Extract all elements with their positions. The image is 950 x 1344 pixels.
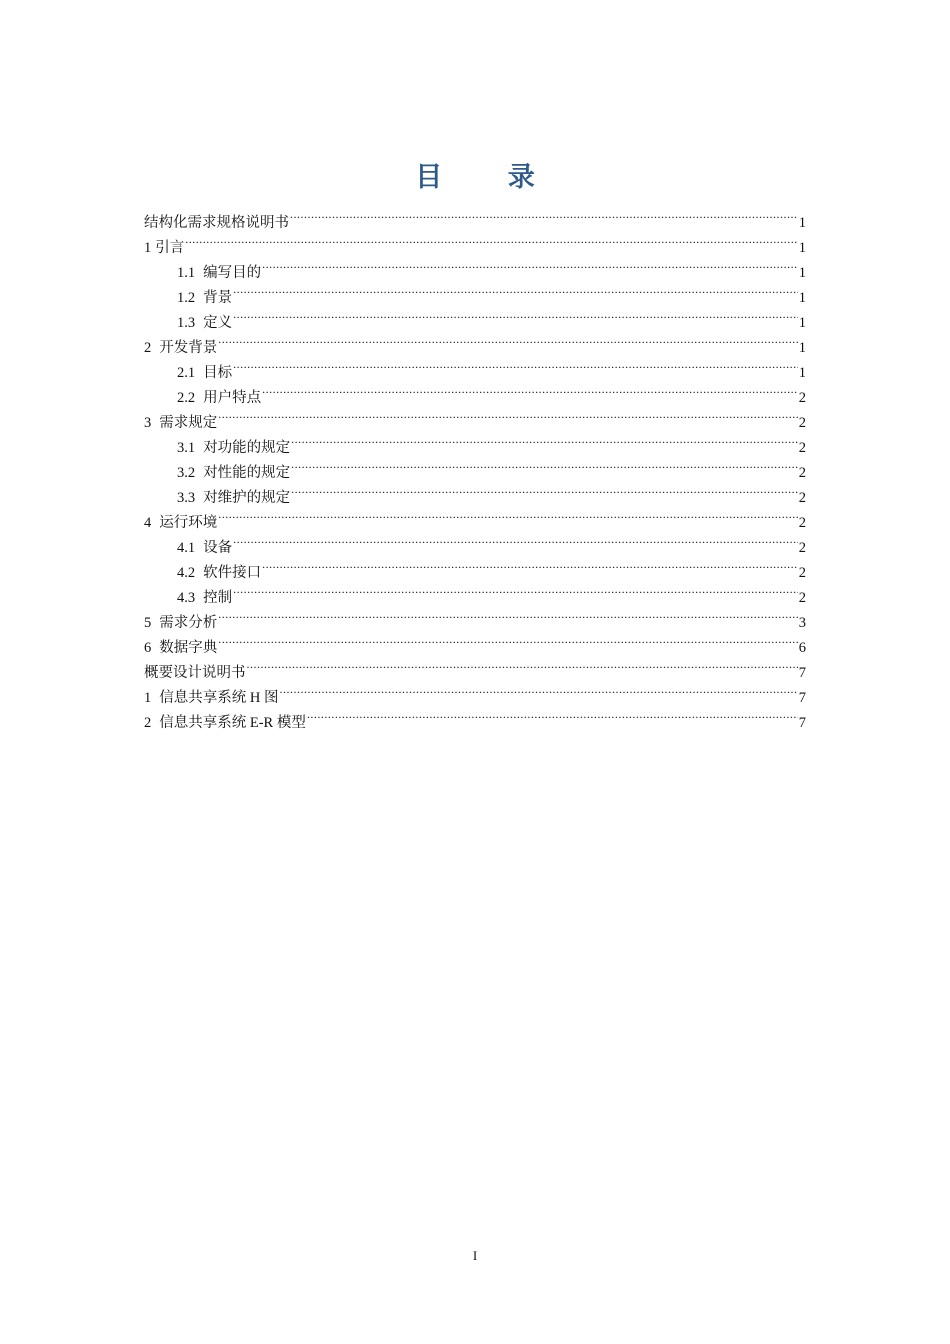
toc-title: 目 录 (415, 162, 563, 193)
dot-leader (291, 452, 798, 477)
toc-entry[interactable] (144, 652, 806, 681)
toc-entry-number: 4 (144, 515, 152, 531)
toc-entry[interactable] (144, 527, 806, 556)
toc-entry-page: 2 (798, 515, 806, 531)
toc-entry-page: 2 (798, 440, 806, 456)
toc-entry-page: 2 (798, 540, 806, 556)
toc-entry[interactable] (144, 327, 806, 356)
toc-entry-page: 2 (798, 465, 806, 481)
dot-leader (233, 527, 798, 552)
toc-entry-number: 1.3 (177, 315, 196, 331)
dot-leader (233, 577, 798, 602)
toc-entry-page: 1 (798, 365, 806, 381)
toc-entry-page: 7 (798, 715, 806, 731)
toc-entry-number: 2.2 (177, 390, 196, 406)
toc-entry[interactable] (144, 227, 806, 256)
toc-entry[interactable] (144, 577, 806, 606)
toc-entry-page: 2 (798, 390, 806, 406)
dot-leader (307, 702, 798, 727)
toc-entry-page: 7 (798, 690, 806, 706)
toc-entry-title: 开发背景 (159, 340, 218, 356)
dot-leader (247, 652, 798, 677)
toc-entry-page: 1 (798, 290, 806, 306)
dot-leader (218, 502, 798, 527)
toc-entry-title: 结构化需求规格说明书 (144, 215, 289, 231)
toc-entry-page: 2 (798, 565, 806, 581)
toc-entry[interactable] (144, 252, 806, 281)
toc-entry[interactable] (144, 402, 806, 431)
dot-leader (218, 402, 798, 427)
dot-leader (185, 227, 798, 252)
toc-entry-title: 需求分析 (159, 615, 218, 631)
toc-entry-number: 2 (144, 715, 152, 731)
toc-entry-title: 概要设计说明书 (144, 665, 246, 681)
toc-entry-page: 6 (798, 640, 806, 656)
toc-entry-title: 编写目的 (203, 265, 262, 281)
toc-entry-page: 1 (798, 240, 806, 256)
toc-entry-title: 用户特点 (203, 390, 262, 406)
toc-entry-number: 1.2 (177, 290, 196, 306)
dot-leader (233, 277, 798, 302)
toc-entry-number: 3.2 (177, 465, 196, 481)
toc-entry-number: 4.2 (177, 565, 196, 581)
toc-entry[interactable] (144, 352, 806, 381)
dot-leader (262, 252, 798, 277)
dot-leader (262, 552, 798, 577)
dot-leader (218, 602, 798, 627)
toc-entry-title: 背景 (203, 290, 233, 306)
dot-leader (262, 377, 798, 402)
toc-entry-title: 数据字典 (159, 640, 218, 656)
toc-entry-page: 7 (798, 665, 806, 681)
toc-entry-page: 2 (798, 490, 806, 506)
toc-entry-title: 控制 (203, 590, 233, 606)
toc-entry-title: 运行环境 (159, 515, 218, 531)
dot-leader (279, 677, 797, 702)
toc-entry-number: 1.1 (177, 265, 196, 281)
toc-entry-page: 1 (798, 215, 806, 231)
toc-entry[interactable] (144, 602, 806, 631)
dot-leader (233, 302, 798, 327)
toc-entry-title: 对功能的规定 (203, 440, 291, 456)
toc-entry-page: 2 (798, 590, 806, 606)
toc-entry-page: 2 (798, 415, 806, 431)
toc-entry-number: 4.1 (177, 540, 196, 556)
toc-entry-number: 5 (144, 615, 152, 631)
toc-entry-title: 设备 (203, 540, 233, 556)
toc-entry-number: 3.3 (177, 490, 196, 506)
dot-leader (218, 627, 798, 652)
toc-entry-number: 3 (144, 415, 152, 431)
toc-entry-number: 6 (144, 640, 152, 656)
toc-entry-title: 引言 (155, 240, 185, 256)
toc-entry[interactable] (144, 277, 806, 306)
toc-entry[interactable] (144, 552, 806, 581)
dot-leader (291, 477, 798, 502)
toc-entry[interactable] (144, 202, 806, 231)
toc-entry-number: 2.1 (177, 365, 196, 381)
toc-entry-title: 软件接口 (203, 565, 262, 581)
toc-entry-number: 3.1 (177, 440, 196, 456)
toc-entry-title: 信息共享系统 E-R 模型 (159, 715, 306, 731)
toc-entry-page: 1 (798, 315, 806, 331)
toc-entry[interactable] (144, 502, 806, 531)
toc-entry[interactable] (144, 377, 806, 406)
toc-entry-number: 2 (144, 340, 152, 356)
toc-entry-page: 3 (798, 615, 806, 631)
page-number: I (472, 1248, 478, 1263)
toc-entry-number: 1 (144, 690, 152, 706)
toc-entry-title: 对维护的规定 (203, 490, 291, 506)
toc-entry-number: 4.3 (177, 590, 196, 606)
toc-entry-title: 对性能的规定 (203, 465, 291, 481)
dot-leader (218, 327, 798, 352)
toc-entry[interactable] (144, 427, 806, 456)
toc-entry[interactable] (144, 627, 806, 656)
toc-entry-title: 定义 (203, 315, 233, 331)
dot-leader (290, 202, 798, 227)
dot-leader (291, 427, 798, 452)
table-of-contents (144, 202, 806, 731)
dot-leader (233, 352, 798, 377)
toc-entry-title: 需求规定 (159, 415, 218, 431)
toc-entry-number: 1 (144, 240, 152, 256)
toc-entry[interactable] (144, 302, 806, 331)
toc-entry-page: 1 (798, 340, 806, 356)
toc-entry-title: 信息共享系统 H 图 (159, 690, 279, 706)
toc-entry-page: 1 (798, 265, 806, 281)
toc-entry-title: 目标 (203, 365, 233, 381)
